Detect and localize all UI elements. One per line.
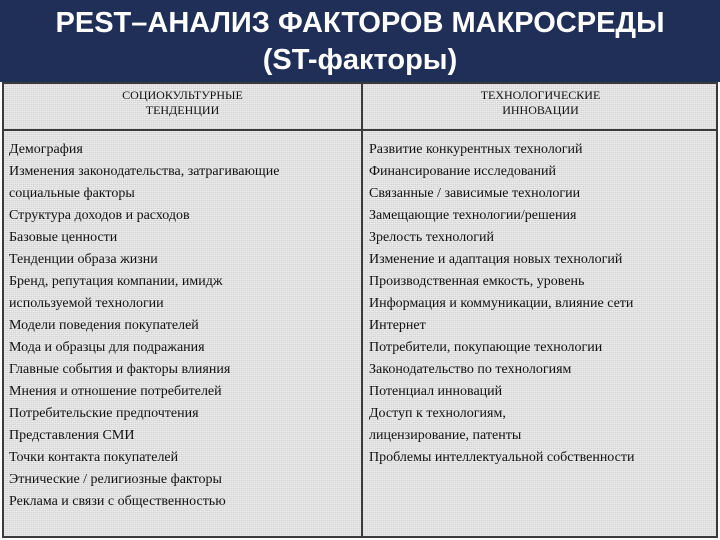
list-item: Производственная емкость, уровень: [369, 274, 585, 289]
list-item: Интернет: [369, 318, 426, 333]
title-line-1: PEST–АНАЛИЗ ФАКТОРОВ МАКРОСРЕДЫ: [55, 7, 665, 39]
title-line-2: (ST-факторы): [262, 44, 458, 76]
list-item: Базовые ценности: [9, 230, 118, 245]
list-item: Этнические / религиозные факторы: [9, 472, 222, 487]
header-technological-line2: ИННОВАЦИИ: [502, 103, 579, 117]
header-divider: [4, 129, 716, 131]
list-item: Развитие конкурентных технологий: [369, 142, 583, 157]
list-item: Точки контакта покупателей: [9, 450, 179, 465]
header-technological: [363, 88, 718, 126]
list-item: Представления СМИ: [9, 428, 135, 443]
list-item: Проблемы интеллектуальной собственности: [369, 450, 635, 465]
list-item: используемой технологии: [9, 296, 164, 311]
pest-table: [2, 82, 718, 538]
header-sociocultural: [4, 88, 361, 126]
header-sociocultural-line2: ТЕНДЕНЦИИ: [145, 103, 220, 117]
title-bar: [0, 0, 720, 82]
list-item: Бренд, репутация компании, имидж: [9, 274, 223, 289]
list-item: Законодательство по технологиям: [369, 362, 572, 377]
list-item: Структура доходов и расходов: [9, 208, 190, 223]
list-item: Связанные / зависимые технологии: [369, 186, 581, 201]
list-item: Зрелость технологий: [369, 230, 494, 245]
header-technological-line1: ТЕХНОЛОГИЧЕСКИЕ: [480, 88, 601, 102]
list-item: Главные события и факторы влияния: [9, 362, 231, 377]
list-item: Доступ к технологиям,: [369, 406, 506, 421]
list-item: Модели поведения покупателей: [9, 318, 199, 333]
sociocultural-list: [9, 139, 357, 513]
list-item: Замещающие технологии/решения: [369, 208, 577, 223]
list-item: Реклама и связи с общественностью: [9, 494, 226, 509]
list-item: Информация и коммуникации, влияние сети: [369, 296, 634, 311]
column-divider: [361, 84, 363, 536]
list-item: Демография: [9, 142, 83, 157]
list-item: Мнения и отношение потребителей: [9, 384, 222, 399]
list-item: Тенденции образа жизни: [9, 252, 158, 267]
list-item: социальные факторы: [9, 186, 135, 201]
list-item: Потенциал инноваций: [369, 384, 503, 399]
list-item: Изменение и адаптация новых технологий: [369, 252, 623, 267]
list-item: Изменения законодательства, затрагивающие: [9, 164, 280, 179]
list-item: Мода и образцы для подражания: [9, 340, 205, 355]
header-sociocultural-line1: СОЦИОКУЛЬТУРНЫЕ: [122, 88, 243, 102]
technological-list: [369, 139, 715, 469]
list-item: Потребительские предпочтения: [9, 406, 199, 421]
list-item: Финансирование исследований: [369, 164, 556, 179]
list-item: Потребители, покупающие технологии: [369, 340, 603, 355]
list-item: лицензирование, патенты: [369, 428, 522, 443]
